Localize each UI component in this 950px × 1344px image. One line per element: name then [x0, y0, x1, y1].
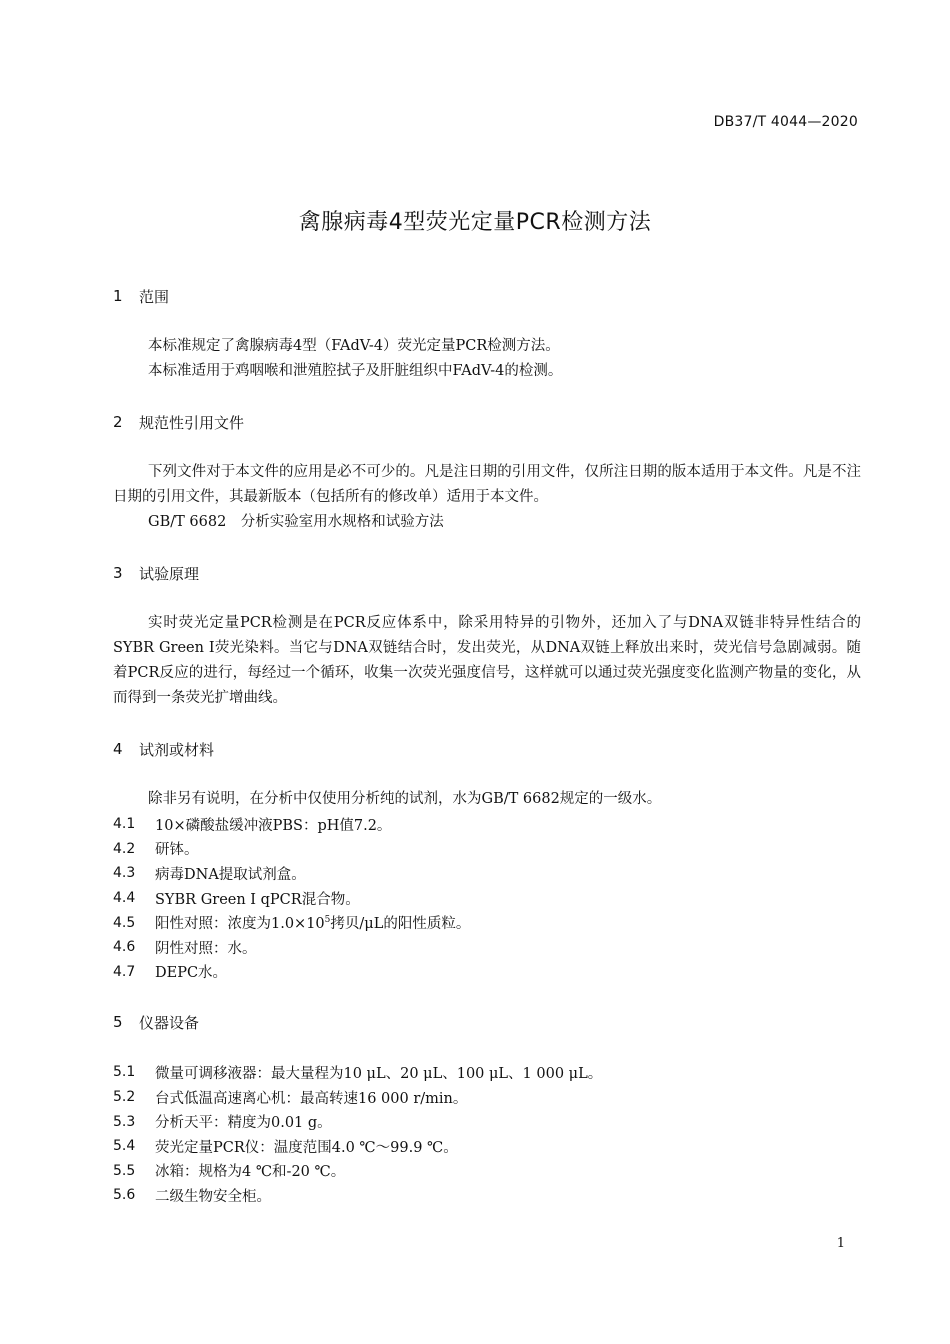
list-item	[113, 837, 861, 862]
paragraph: 本标准适用于鸡咽喉和泄殖腔拭子及肝脏组织中FAdV-4的检测。	[148, 363, 563, 379]
section-heading	[113, 408, 861, 436]
list-item	[113, 960, 861, 985]
paragraph: 下列文件对于本文件的应用是必不可少的。凡是注日期的引用文件，仅所注日期的版本适用于本文件。凡是不注日期的引用文件，其最新版本（包括所有的修改单）适用于本文件。	[113, 464, 861, 505]
item-number: 4.1	[113, 816, 136, 833]
section-heading	[113, 1008, 861, 1036]
section-title: 试剂或材料	[139, 740, 215, 759]
standard-code: DB37/T 4044—2020	[713, 114, 858, 130]
item-number: 4.3	[113, 865, 136, 882]
item-number: 4.2	[113, 840, 136, 857]
section-heading	[113, 735, 861, 763]
section-number: 4	[113, 740, 123, 758]
item-text: DEPC水。	[155, 965, 228, 982]
section-heading	[113, 559, 861, 587]
paragraph: 实时荧光定量PCR检测是在PCR反应体系中，除采用特异的引物外，还加入了与DNA双链非特异性结合的SYBR Green I荧光染料。当它与DNA双链结合时，发出荧光，从DNA双链上释放出来时，荧光信号急剧减弱。随着PCR反应的进行，每经过一个循环，收集一次荧光强度信号，这样就可以通过荧光强度变化监测产物量的变化，从而得到一条荧光扩增曲线。	[113, 615, 861, 706]
section-number: 1	[113, 287, 123, 305]
item-number: 5.6	[113, 1187, 136, 1204]
section-number: 3	[113, 564, 123, 582]
reference-line: GB/T 6682 分析实验室用水规格和试验方法	[148, 514, 444, 530]
item-text: 病毒DNA提取试剂盒。	[155, 866, 306, 883]
item-text	[155, 912, 470, 933]
section-scope	[113, 282, 861, 384]
page-number: 1	[836, 1236, 845, 1251]
list-item	[113, 1183, 861, 1208]
item-number: 4.7	[113, 963, 136, 980]
item-number: 5.4	[113, 1138, 136, 1155]
list-item	[113, 886, 861, 911]
item-text: 阴性对照：水。	[155, 940, 257, 957]
list-item	[113, 1159, 861, 1184]
item-number: 5.1	[113, 1064, 136, 1081]
section-number: 5	[113, 1013, 123, 1032]
list-item	[113, 1109, 861, 1134]
section-title: 仪器设备	[139, 1013, 200, 1032]
item-text: 10×磷酸盐缓冲液PBS：pH值7.2。	[155, 817, 392, 834]
section-heading	[113, 282, 861, 310]
item-number: 4.6	[113, 939, 136, 956]
list-item	[113, 812, 861, 837]
section-title: 试验原理	[139, 564, 200, 583]
item-number: 5.3	[113, 1113, 136, 1130]
list-item	[113, 1134, 861, 1159]
section-normative-references	[113, 408, 861, 535]
item-text: 台式低温高速离心机：最高转速16 000 r/min。	[155, 1090, 468, 1107]
item-text-before: 阳性对照：浓度为1.0×10	[155, 916, 325, 933]
section-reagents	[113, 735, 861, 984]
item-text: 荧光定量PCR仪：温度范围4.0 ℃～99.9 ℃。	[155, 1139, 458, 1156]
list-item	[113, 1085, 861, 1110]
item-number: 5.2	[113, 1089, 136, 1106]
item-text: 微量可调移液器：最大量程为10 μL、20 μL、100 μL、1 000 μL。	[155, 1065, 603, 1082]
list-item	[113, 1060, 861, 1085]
item-text: 分析天平：精度为0.01 g。	[155, 1115, 332, 1132]
document-title: 禽腺病毒4型荧光定量PCR检测方法	[298, 210, 652, 235]
section-number: 2	[113, 413, 123, 431]
section-title: 范围	[139, 287, 170, 306]
item-text: 二级生物安全柜。	[155, 1188, 271, 1205]
section-test-principle	[113, 559, 861, 711]
item-text: 冰箱：规格为4 ℃和-20 ℃。	[155, 1164, 346, 1181]
list-item	[113, 935, 861, 960]
item-text: SYBR Green I qPCR混合物。	[155, 891, 360, 908]
concentration-exponent: 5	[324, 915, 331, 926]
section-title: 规范性引用文件	[139, 413, 245, 432]
document-body	[113, 282, 861, 1208]
list-item	[113, 910, 861, 935]
paragraph: 本标准规定了禽腺病毒4型（FAdV-4）荧光定量PCR检测方法。	[148, 338, 560, 354]
list-item	[113, 861, 861, 886]
item-number: 5.5	[113, 1162, 136, 1179]
item-number: 4.5	[113, 914, 136, 931]
item-text-after: 拷贝/μL的阳性质粒。	[330, 916, 471, 933]
section-equipment	[113, 1008, 861, 1208]
item-text: 研钵。	[155, 842, 199, 859]
paragraph: 除非另有说明，在分析中仅使用分析纯的试剂，水为GB/T 6682规定的一级水。	[148, 791, 662, 807]
item-number: 4.4	[113, 890, 136, 907]
